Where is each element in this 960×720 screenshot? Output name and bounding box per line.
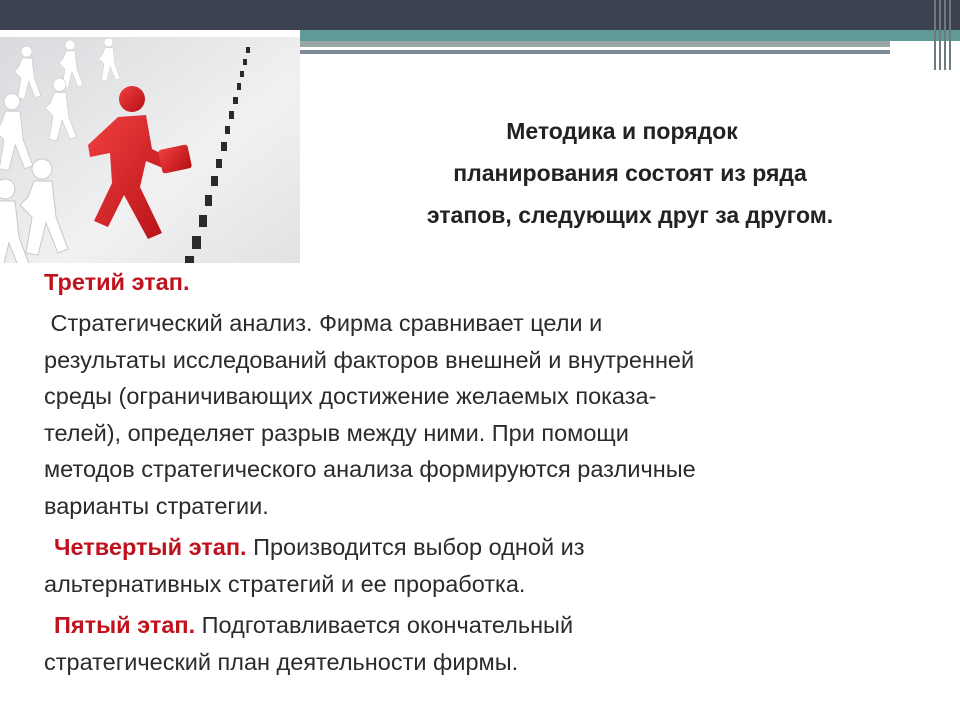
stage5-text-first: Подготавливается окончательный [195,612,574,638]
stage3-line-1: Стратегический анализ. Фирма сравнивает цели и [44,310,603,336]
stage5-text-rest: стратегический план деятельности фирмы. [44,648,519,675]
heading-line-1: Методика и порядок [506,118,738,144]
stage5-title: Пятый этап. [54,612,196,638]
top-gray-bar [300,41,890,47]
leader-illustration [0,37,300,263]
top-dark-bar [0,0,960,30]
stage3-line-4: телей), определяет разрыв между ними. При помощи [44,419,629,446]
top-thin-bar [300,50,890,54]
stage5-paragraph [44,607,944,644]
stage4-title: Четвертый этап. [54,534,247,560]
stage3-line-5: методов стратегического анализа формируются различные [44,456,696,482]
top-teal-bar [300,30,960,41]
corner-stripes-decoration [934,0,956,70]
running-figures-icon [0,37,300,263]
heading-line-2: планирования состоят из ряда [453,160,807,186]
stage4-paragraph [44,529,944,566]
stage3-line-6: варианты стратегии. [44,492,269,519]
stage3-title: Третий этап. [44,269,190,295]
slide-heading [320,110,940,236]
stage4-text-first: Производится выбор одной из [246,534,585,560]
stage3-line-2: результаты исследований факторов внешней и внутренней [44,346,695,373]
slide-body [44,262,944,680]
heading-line-3: этапов, следующих друг за другом. [426,202,834,228]
stage4-text-rest: альтернативных стратегий и ее проработка. [44,570,526,597]
stage3-line-3: среды (ограничивающих достижение желаемых показа- [44,383,657,409]
